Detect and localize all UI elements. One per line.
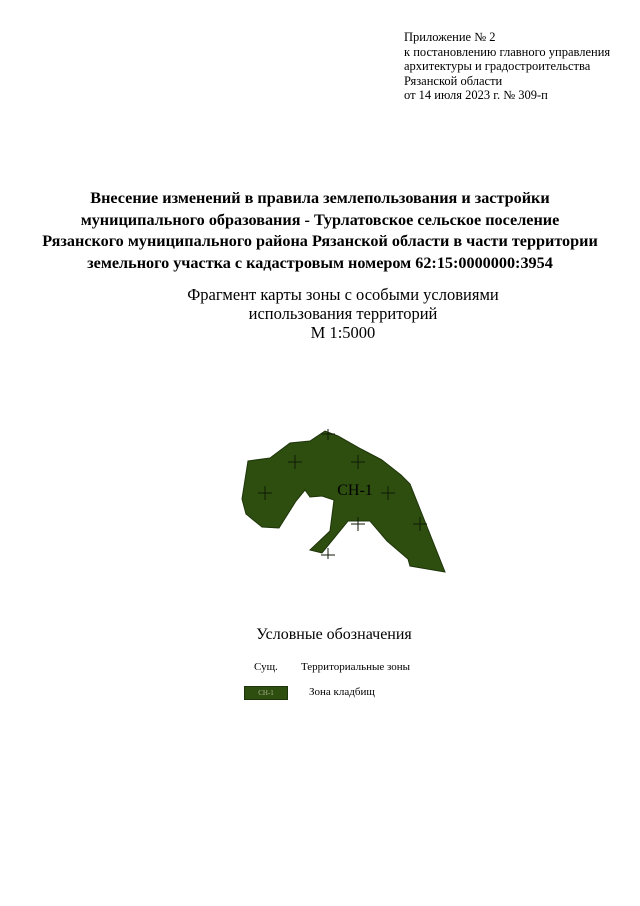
scale-label: М 1:5000 <box>310 323 376 342</box>
title-line: Внесение изменений в правила землепользования и застройки <box>90 189 550 207</box>
legend-item-label: Зона кладбищ <box>309 686 375 698</box>
appendix-line: Приложение № 2 <box>404 30 496 44</box>
zone-polygon <box>242 431 445 572</box>
legend-header-zones: Территориальные зоны <box>301 661 411 673</box>
legend-header-abbr: Сущ. <box>254 661 278 673</box>
appendix-line: от 14 июля 2023 г. № 309-п <box>404 88 548 103</box>
appendix-line: Рязанской области <box>404 73 503 88</box>
legend-title: Условные обозначения <box>256 626 412 643</box>
zone-label: СН-1 <box>337 482 373 499</box>
legend-swatch-cemetery: СН-1 <box>244 686 288 700</box>
appendix-line: к постановлению главного управления <box>404 44 611 59</box>
title-line: муниципального образования - Турлатовское сельское поселение <box>80 210 560 229</box>
appendix-line: архитектуры и градостроительства <box>404 59 591 74</box>
subtitle-line: использования территорий <box>248 304 438 323</box>
title-line: Рязанского муниципального района Рязанской области в части территории <box>42 232 598 251</box>
title-line: земельного участка с кадастровым номером 62:15:0000000:3954 <box>87 253 553 272</box>
subtitle-line: Фрагмент карты зоны с особыми условиями <box>187 285 499 304</box>
